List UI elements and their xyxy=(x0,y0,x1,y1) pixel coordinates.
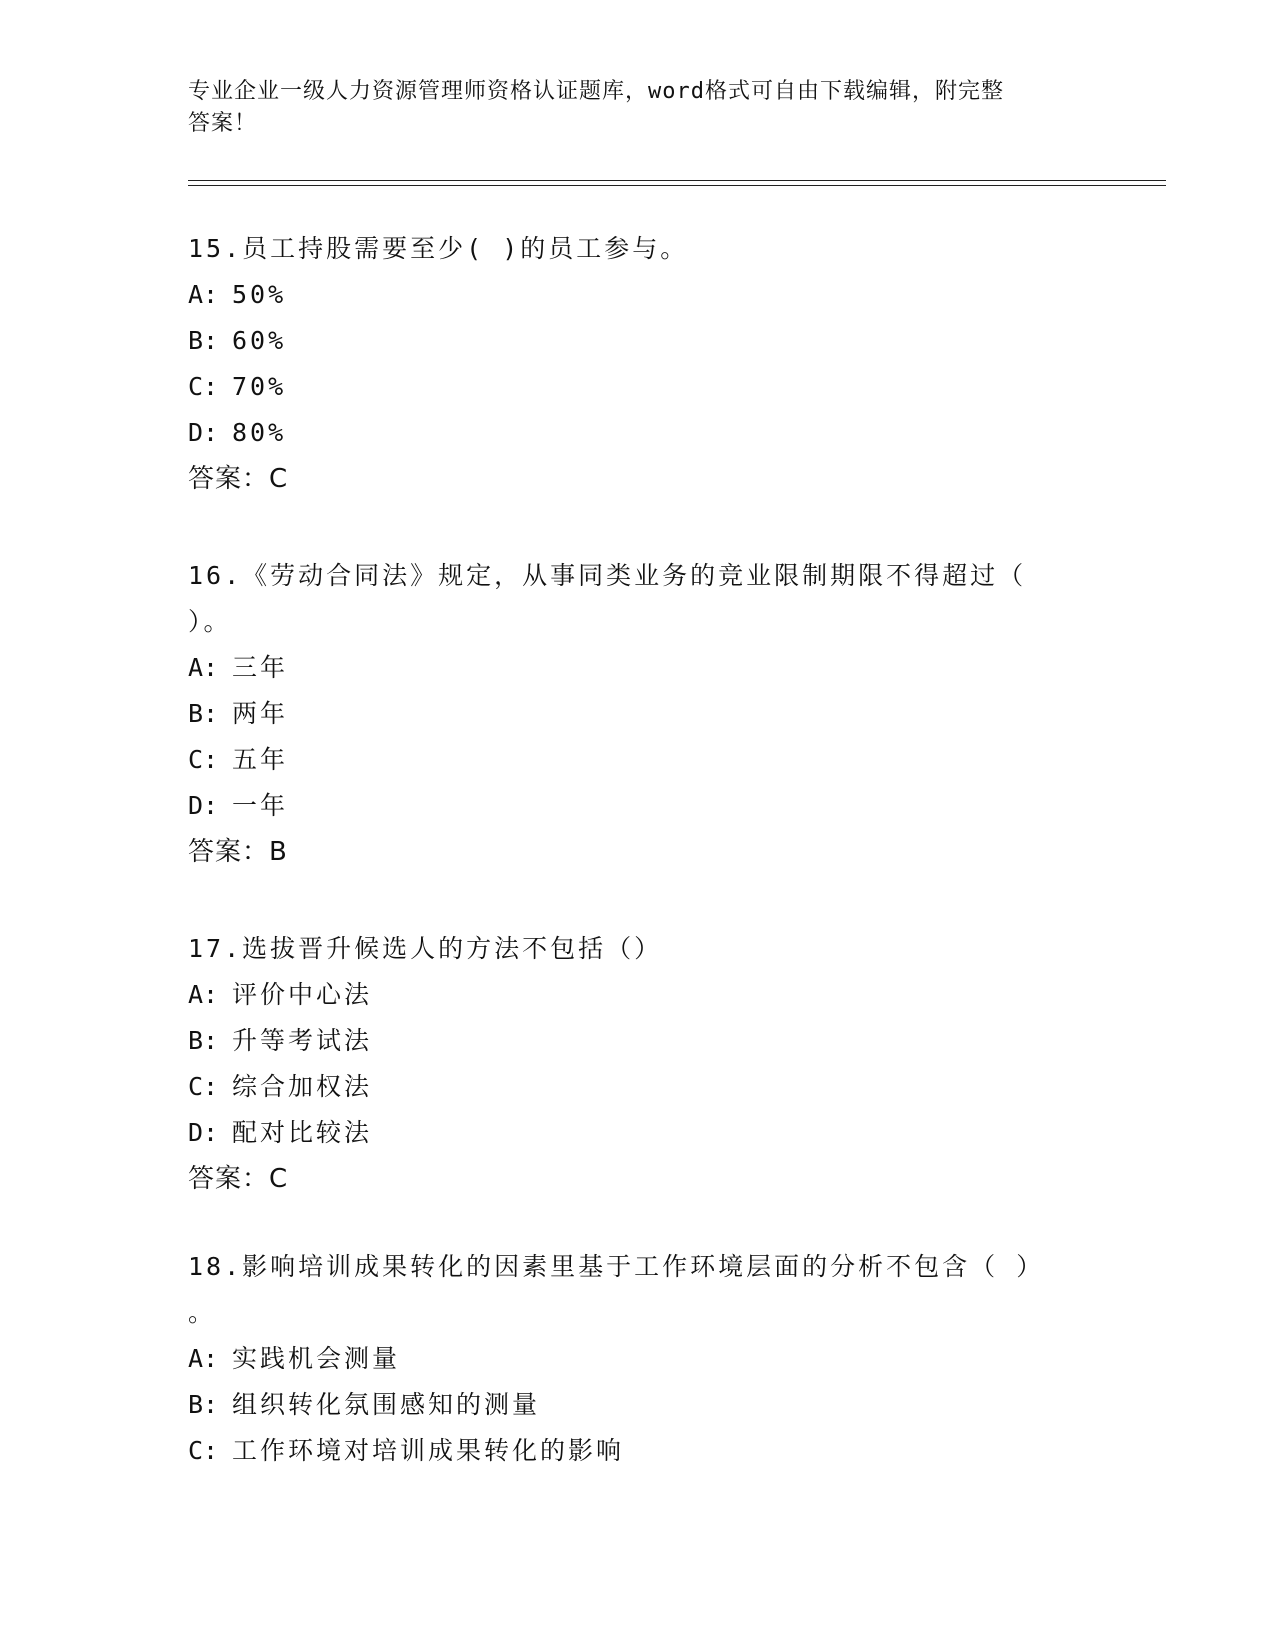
question-stem: 17.选拔晋升候选人的方法不包括（） xyxy=(188,934,663,963)
option-c: C: 综合加权法 xyxy=(188,1072,373,1101)
question-stem: 16.《劳动合同法》规定，从事同类业务的竞业限制期限不得超过（ xyxy=(188,561,1027,590)
question-15 xyxy=(188,226,1068,502)
option-b: B: 60% xyxy=(188,326,287,355)
option-a: A: 50% xyxy=(188,280,287,309)
answer: 答案：C xyxy=(188,1164,289,1194)
option-c: C: 五年 xyxy=(188,745,289,774)
option-b: B: 组织转化氛围感知的测量 xyxy=(188,1390,541,1419)
question-18 xyxy=(188,1244,1068,1474)
option-c: C: 工作环境对培训成果转化的影响 xyxy=(188,1436,625,1465)
option-d: D: 80% xyxy=(188,418,287,447)
question-16 xyxy=(188,553,1068,875)
answer: 答案：B xyxy=(188,837,288,867)
header-line-2: 答案！ xyxy=(188,111,258,136)
option-c: C: 70% xyxy=(188,372,287,401)
header-divider-bottom xyxy=(188,185,1166,186)
question-stem-continued: 。 xyxy=(188,1298,217,1327)
header-line-1: 专业企业一级人力资源管理师资格认证题库，word格式可自由下载编辑，附完整 xyxy=(188,79,1004,104)
question-stem-continued: ）。 xyxy=(188,607,232,636)
option-b: B: 两年 xyxy=(188,699,289,728)
question-stem: 18.影响培训成果转化的因素里基于工作环境层面的分析不包含（ ） xyxy=(188,1252,1045,1281)
question-stem: 15.员工持股需要至少( )的员工参与。 xyxy=(188,234,689,263)
option-a: A: 评价中心法 xyxy=(188,980,373,1009)
option-b: B: 升等考试法 xyxy=(188,1026,373,1055)
header-divider-top xyxy=(188,180,1166,181)
option-a: A: 三年 xyxy=(188,653,289,682)
option-a: A: 实践机会测量 xyxy=(188,1344,401,1373)
option-d: D: 配对比较法 xyxy=(188,1118,373,1147)
document-header xyxy=(188,76,1088,140)
option-d: D: 一年 xyxy=(188,791,289,820)
question-17 xyxy=(188,926,1068,1202)
answer: 答案：C xyxy=(188,464,289,494)
